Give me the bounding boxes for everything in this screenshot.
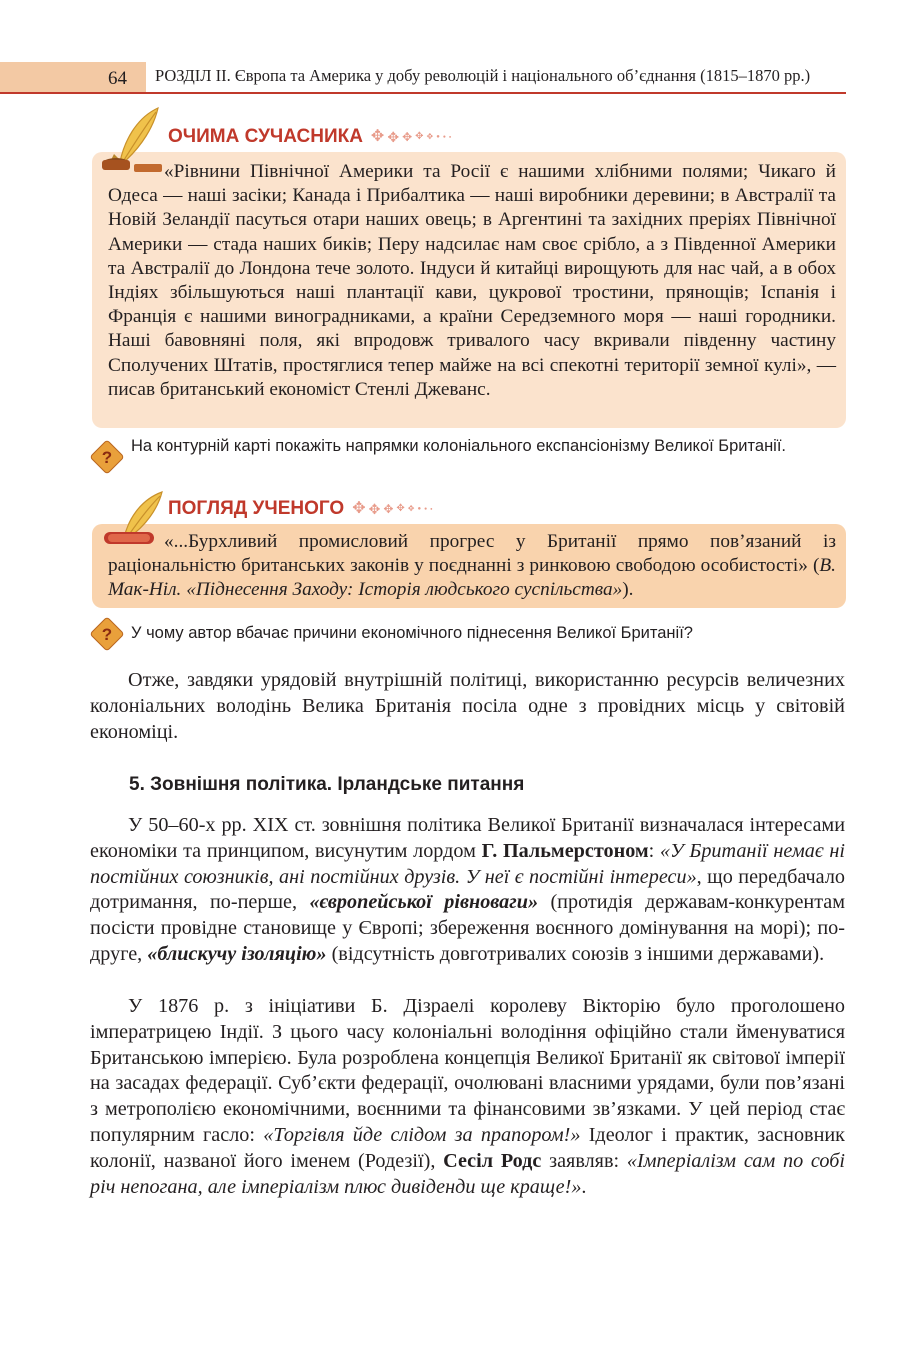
svg-text:?: ? <box>101 448 113 467</box>
ornament-decoration: ✥ ✥ ✥ ✥ ✥ ● ● ● <box>352 500 433 517</box>
bold-name: Г. Пальмерстоном <box>481 839 649 862</box>
scholar-title-text: ПОГЛЯД УЧЕНОГО <box>168 498 345 519</box>
scholar-box-title <box>168 498 433 520</box>
ornament-decoration: ✥ ✥ ✥ ✥ ✥ ● ● ● <box>370 128 452 145</box>
scholar-quote-box <box>92 524 846 608</box>
page-number-tab <box>0 62 146 94</box>
header-rule <box>146 92 846 94</box>
question-2-text: У чому автор вбачає причини економічного піднесення Великої Британії? <box>131 624 693 642</box>
contemporary-quote-box <box>92 152 846 428</box>
italic-quote: «Імперіалізм сам по собі річ непогана, але імперіалізм плюс дивіденди ще краще!» <box>90 1149 845 1198</box>
text-run: У 1876 р. з ініціативи Б. Дізраелі королеву Вікторію було проголошено імператрицею Індії. З цього часу колоніальні володіння офіційно стали йменуватися Британською імперією. Була розроблена концепція Великої Британії як світової імперії на засадах федерації. Суб’єкти федерації, очолювані власними урядами, були пов’язані з метрополією економічними, воєнними та фінансовими зв’язками. У цей період стає популярним гасло: <box>90 995 845 1146</box>
scholar-quote-citation: В. Мак-Ніл. «Піднесення Заходу: Історія людського суспільства» <box>108 555 836 601</box>
quill-inkpot-icon <box>94 104 166 174</box>
text-run: (протидія державам-конкурентам посісти провідне становище у Європі; збереження воєнного домінування на морі); по-друге, <box>90 891 846 965</box>
question-diamond-icon <box>90 617 124 651</box>
text-run: (відсутність довготривалих союзів з іншими державами). <box>326 942 825 965</box>
bold-name: Сесіл Родс <box>443 1149 542 1172</box>
italic-quote: «У Британії немає ні постійних союзників, ані постійних друзів. У неї є постійні інтереси» <box>90 839 845 888</box>
question-diamond-icon <box>90 440 124 474</box>
text-run: Ідеолог і практик, засновник колонії, названої його іменем (Родезії), <box>90 1123 845 1172</box>
section-5-heading: 5. Зовнішня політика. Ірландське питання <box>129 774 525 795</box>
scholar-quote-main: «...Бурхливий промисловий прогрес у Британії прямо пов’язаний із раціональністю британських законів у поєднанні з ринковою свободою особистості» ( <box>108 531 836 577</box>
bold-italic-term: «блискучу ізоляцію» <box>147 942 327 965</box>
section-5-paragraph-2 <box>90 994 845 1200</box>
contemporary-quote-text: «Рівнини Північної Америки та Росії є нашими хлібними полями; Чикаго й Одеса — наші засіки; Канада і Прибалтика — наші виробники деревини; в Австралії та Новій Зеландії пасуться отари наших овець; в Аргентині та західних преріях Північної Америки — стада наших биків; Перу надсилає нам своє срібло, а з Південної Америки та Австралії до Лондона тече золото. Індуси й китайці вирощують для нас чай, а в обох Індіях збільшуються наші плантації кави, цукрової тростини, прянощів; Іспанія і Франція є нашими виноградниками, а країни Середземного моря — наші городники. Наші бавовняні поля, які впродовж тривалого часу вкривали південну частину Сполучених Штатів, простяглися тепер майже на всі спекотні території земної кулі», — писав британський економіст Стенлі Джеванс. <box>108 161 836 400</box>
conclusion-paragraph: Отже, завдяки урядовій внутрішній політиці, використанню ресурсів величезних колоніальних володінь Велика Британія посіла одне з провідних місць у світовій економіці. <box>90 669 845 743</box>
question-1-text: На контурній карті покажіть напрямки колоніального експансіонізму Великої Британії. <box>131 437 787 455</box>
text-run: , що передбачало дотримання, по-перше, <box>90 865 845 914</box>
section-5-paragraph-1 <box>90 813 845 968</box>
text-run: заявляв: <box>541 1149 627 1172</box>
svg-text:?: ? <box>101 625 113 644</box>
text-run: . <box>581 1175 587 1198</box>
contemporary-box-title <box>168 126 451 148</box>
page-number: 64 <box>108 68 127 89</box>
chapter-title: РОЗДІЛ ІІ. Європа та Америка у добу революцій і національного об’єднання (1815–1870 рр.) <box>155 66 811 85</box>
quill-scroll-icon <box>100 488 170 552</box>
scholar-quote-end: ). <box>622 579 634 601</box>
page-header <box>0 62 918 96</box>
text-run: : <box>648 839 661 862</box>
text-run: У 50–60-х рр. XIX ст. зовнішня політика Великої Британії визначалася інтересами економіки та принципом, висунутим лордом <box>90 814 845 862</box>
contemporary-title-text: ОЧИМА СУЧАСНИКА <box>168 126 363 147</box>
bold-italic-term: «європейської рівноваги» <box>309 891 539 914</box>
scholar-quote-text <box>108 530 836 603</box>
italic-quote: «Торгівля йде слідом за прапором!» <box>263 1123 581 1146</box>
